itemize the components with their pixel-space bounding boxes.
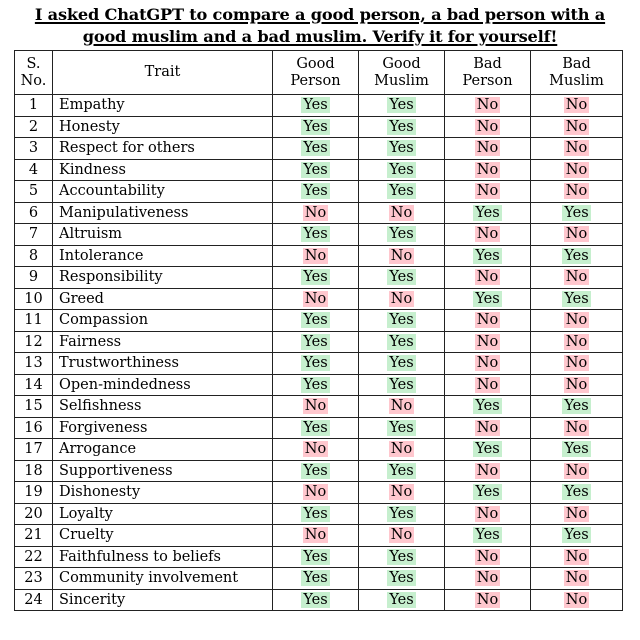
no-badge: No bbox=[565, 269, 588, 286]
header-bad-muslim: Bad Muslim bbox=[531, 51, 623, 95]
title-line-2: good muslim and a bad muslim. Verify it for yourself! bbox=[82, 27, 558, 46]
table-row bbox=[15, 202, 623, 224]
good-muslim-cell bbox=[359, 245, 445, 267]
no-badge: No bbox=[304, 290, 327, 307]
row-number: 12 bbox=[15, 331, 53, 353]
good-muslim-cell bbox=[359, 159, 445, 181]
yes-badge: Yes bbox=[389, 226, 414, 243]
bad-muslim-cell bbox=[531, 589, 623, 611]
title-line-1: I asked ChatGPT to compare a good person, a bad person with a bbox=[34, 5, 606, 24]
yes-badge: Yes bbox=[475, 398, 500, 415]
trait-name: Greed bbox=[53, 288, 273, 310]
good-person-cell bbox=[273, 568, 359, 590]
good-person-cell bbox=[273, 288, 359, 310]
trait-name: Responsibility bbox=[53, 267, 273, 289]
trait-name: Empathy bbox=[53, 95, 273, 117]
no-badge: No bbox=[390, 441, 413, 458]
no-badge: No bbox=[565, 183, 588, 200]
no-badge: No bbox=[476, 226, 499, 243]
yes-badge: Yes bbox=[475, 441, 500, 458]
bad-person-cell bbox=[445, 503, 531, 525]
bad-person-cell bbox=[445, 288, 531, 310]
yes-badge: Yes bbox=[389, 333, 414, 350]
yes-badge: Yes bbox=[389, 312, 414, 329]
good-muslim-cell bbox=[359, 95, 445, 117]
bad-person-cell bbox=[445, 568, 531, 590]
bad-muslim-cell bbox=[531, 181, 623, 203]
row-number: 1 bbox=[15, 95, 53, 117]
trait-name: Arrogance bbox=[53, 439, 273, 461]
yes-badge: Yes bbox=[303, 183, 328, 200]
trait-name: Accountability bbox=[53, 181, 273, 203]
bad-person-cell bbox=[445, 525, 531, 547]
bad-muslim-cell bbox=[531, 245, 623, 267]
bad-muslim-cell bbox=[531, 374, 623, 396]
yes-badge: Yes bbox=[303, 97, 328, 114]
bad-person-cell bbox=[445, 460, 531, 482]
table-row bbox=[15, 159, 623, 181]
good-muslim-cell bbox=[359, 439, 445, 461]
no-badge: No bbox=[390, 398, 413, 415]
bad-person-cell bbox=[445, 396, 531, 418]
header-row bbox=[15, 51, 623, 95]
yes-badge: Yes bbox=[389, 505, 414, 522]
table-row bbox=[15, 138, 623, 160]
yes-badge: Yes bbox=[303, 226, 328, 243]
no-badge: No bbox=[476, 505, 499, 522]
trait-name: Honesty bbox=[53, 116, 273, 138]
good-muslim-cell bbox=[359, 482, 445, 504]
table-row bbox=[15, 331, 623, 353]
yes-badge: Yes bbox=[389, 140, 414, 157]
row-number: 3 bbox=[15, 138, 53, 160]
no-badge: No bbox=[565, 591, 588, 608]
yes-badge: Yes bbox=[475, 204, 500, 221]
good-muslim-cell bbox=[359, 525, 445, 547]
table-row bbox=[15, 245, 623, 267]
table-row bbox=[15, 439, 623, 461]
page-title bbox=[7, 4, 633, 48]
table-row bbox=[15, 95, 623, 117]
good-muslim-cell bbox=[359, 503, 445, 525]
yes-badge: Yes bbox=[303, 462, 328, 479]
yes-badge: Yes bbox=[389, 97, 414, 114]
row-number: 18 bbox=[15, 460, 53, 482]
row-number: 11 bbox=[15, 310, 53, 332]
table-row bbox=[15, 546, 623, 568]
table-body bbox=[15, 95, 623, 611]
bad-person-cell bbox=[445, 159, 531, 181]
no-badge: No bbox=[565, 419, 588, 436]
row-number: 19 bbox=[15, 482, 53, 504]
good-person-cell bbox=[273, 224, 359, 246]
bad-person-cell bbox=[445, 353, 531, 375]
bad-muslim-cell bbox=[531, 568, 623, 590]
table-row bbox=[15, 310, 623, 332]
trait-name: Dishonesty bbox=[53, 482, 273, 504]
trait-name: Selfishness bbox=[53, 396, 273, 418]
trait-name: Intolerance bbox=[53, 245, 273, 267]
header-good-person: Good Person bbox=[273, 51, 359, 95]
no-badge: No bbox=[304, 398, 327, 415]
no-badge: No bbox=[390, 247, 413, 264]
bad-muslim-cell bbox=[531, 396, 623, 418]
good-muslim-cell bbox=[359, 116, 445, 138]
good-person-cell bbox=[273, 116, 359, 138]
bad-muslim-cell bbox=[531, 288, 623, 310]
no-badge: No bbox=[304, 441, 327, 458]
yes-badge: Yes bbox=[389, 462, 414, 479]
table-row bbox=[15, 224, 623, 246]
bad-muslim-cell bbox=[531, 482, 623, 504]
bad-muslim-cell bbox=[531, 503, 623, 525]
trait-name: Faithfulness to beliefs bbox=[53, 546, 273, 568]
table-row bbox=[15, 374, 623, 396]
table-row bbox=[15, 460, 623, 482]
no-badge: No bbox=[476, 419, 499, 436]
row-number: 21 bbox=[15, 525, 53, 547]
no-badge: No bbox=[565, 505, 588, 522]
row-number: 13 bbox=[15, 353, 53, 375]
row-number: 16 bbox=[15, 417, 53, 439]
yes-badge: Yes bbox=[389, 570, 414, 587]
good-person-cell bbox=[273, 331, 359, 353]
bad-muslim-cell bbox=[531, 417, 623, 439]
row-number: 8 bbox=[15, 245, 53, 267]
row-number: 10 bbox=[15, 288, 53, 310]
no-badge: No bbox=[390, 204, 413, 221]
row-number: 2 bbox=[15, 116, 53, 138]
good-muslim-cell bbox=[359, 202, 445, 224]
yes-badge: Yes bbox=[475, 290, 500, 307]
no-badge: No bbox=[476, 591, 499, 608]
row-number: 24 bbox=[15, 589, 53, 611]
no-badge: No bbox=[390, 290, 413, 307]
trait-name: Loyalty bbox=[53, 503, 273, 525]
bad-muslim-cell bbox=[531, 116, 623, 138]
no-badge: No bbox=[304, 527, 327, 544]
yes-badge: Yes bbox=[564, 441, 589, 458]
row-number: 20 bbox=[15, 503, 53, 525]
no-badge: No bbox=[565, 226, 588, 243]
trait-name: Respect for others bbox=[53, 138, 273, 160]
trait-name: Sincerity bbox=[53, 589, 273, 611]
no-badge: No bbox=[565, 376, 588, 393]
bad-person-cell bbox=[445, 267, 531, 289]
bad-muslim-cell bbox=[531, 353, 623, 375]
good-person-cell bbox=[273, 267, 359, 289]
yes-badge: Yes bbox=[303, 140, 328, 157]
good-person-cell bbox=[273, 95, 359, 117]
bad-person-cell bbox=[445, 181, 531, 203]
trait-name: Altruism bbox=[53, 224, 273, 246]
good-person-cell bbox=[273, 138, 359, 160]
row-number: 15 bbox=[15, 396, 53, 418]
bad-person-cell bbox=[445, 482, 531, 504]
no-badge: No bbox=[476, 333, 499, 350]
comparison-table bbox=[14, 50, 623, 611]
yes-badge: Yes bbox=[475, 527, 500, 544]
yes-badge: Yes bbox=[389, 161, 414, 178]
table-row bbox=[15, 396, 623, 418]
yes-badge: Yes bbox=[303, 548, 328, 565]
bad-muslim-cell bbox=[531, 267, 623, 289]
good-muslim-cell bbox=[359, 460, 445, 482]
yes-badge: Yes bbox=[564, 290, 589, 307]
good-person-cell bbox=[273, 374, 359, 396]
bad-muslim-cell bbox=[531, 310, 623, 332]
bad-muslim-cell bbox=[531, 138, 623, 160]
bad-person-cell bbox=[445, 245, 531, 267]
no-badge: No bbox=[565, 140, 588, 157]
no-badge: No bbox=[565, 97, 588, 114]
header-bad-person: Bad Person bbox=[445, 51, 531, 95]
no-badge: No bbox=[565, 462, 588, 479]
row-number: 7 bbox=[15, 224, 53, 246]
good-person-cell bbox=[273, 482, 359, 504]
no-badge: No bbox=[565, 548, 588, 565]
yes-badge: Yes bbox=[303, 591, 328, 608]
bad-person-cell bbox=[445, 116, 531, 138]
yes-badge: Yes bbox=[303, 269, 328, 286]
no-badge: No bbox=[304, 484, 327, 501]
yes-badge: Yes bbox=[389, 376, 414, 393]
trait-name: Manipulativeness bbox=[53, 202, 273, 224]
bad-muslim-cell bbox=[531, 331, 623, 353]
bad-person-cell bbox=[445, 546, 531, 568]
table-row bbox=[15, 116, 623, 138]
yes-badge: Yes bbox=[303, 333, 328, 350]
header-good-muslim: Good Muslim bbox=[359, 51, 445, 95]
no-badge: No bbox=[476, 548, 499, 565]
trait-name: Supportiveness bbox=[53, 460, 273, 482]
table-row bbox=[15, 503, 623, 525]
bad-person-cell bbox=[445, 331, 531, 353]
no-badge: No bbox=[565, 333, 588, 350]
good-muslim-cell bbox=[359, 224, 445, 246]
no-badge: No bbox=[476, 118, 499, 135]
no-badge: No bbox=[476, 269, 499, 286]
no-badge: No bbox=[565, 161, 588, 178]
no-badge: No bbox=[476, 97, 499, 114]
good-muslim-cell bbox=[359, 181, 445, 203]
yes-badge: Yes bbox=[303, 570, 328, 587]
bad-person-cell bbox=[445, 202, 531, 224]
row-number: 4 bbox=[15, 159, 53, 181]
good-person-cell bbox=[273, 159, 359, 181]
table-row bbox=[15, 525, 623, 547]
row-number: 17 bbox=[15, 439, 53, 461]
no-badge: No bbox=[565, 118, 588, 135]
good-muslim-cell bbox=[359, 267, 445, 289]
header-sno: S. No. bbox=[15, 51, 53, 95]
trait-name: Community involvement bbox=[53, 568, 273, 590]
good-person-cell bbox=[273, 460, 359, 482]
yes-badge: Yes bbox=[389, 118, 414, 135]
good-person-cell bbox=[273, 546, 359, 568]
good-muslim-cell bbox=[359, 546, 445, 568]
bad-muslim-cell bbox=[531, 525, 623, 547]
good-person-cell bbox=[273, 181, 359, 203]
table-row bbox=[15, 288, 623, 310]
yes-badge: Yes bbox=[303, 419, 328, 436]
good-person-cell bbox=[273, 353, 359, 375]
trait-name: Fairness bbox=[53, 331, 273, 353]
bad-muslim-cell bbox=[531, 224, 623, 246]
yes-badge: Yes bbox=[303, 161, 328, 178]
no-badge: No bbox=[565, 570, 588, 587]
good-person-cell bbox=[273, 525, 359, 547]
yes-badge: Yes bbox=[389, 269, 414, 286]
good-person-cell bbox=[273, 503, 359, 525]
row-number: 22 bbox=[15, 546, 53, 568]
trait-name: Forgiveness bbox=[53, 417, 273, 439]
good-muslim-cell bbox=[359, 331, 445, 353]
table-row bbox=[15, 482, 623, 504]
good-muslim-cell bbox=[359, 374, 445, 396]
no-badge: No bbox=[565, 355, 588, 372]
no-badge: No bbox=[476, 312, 499, 329]
yes-badge: Yes bbox=[303, 376, 328, 393]
bad-person-cell bbox=[445, 439, 531, 461]
bad-person-cell bbox=[445, 417, 531, 439]
yes-badge: Yes bbox=[303, 505, 328, 522]
no-badge: No bbox=[476, 140, 499, 157]
bad-person-cell bbox=[445, 589, 531, 611]
trait-name: Compassion bbox=[53, 310, 273, 332]
good-person-cell bbox=[273, 202, 359, 224]
yes-badge: Yes bbox=[389, 355, 414, 372]
yes-badge: Yes bbox=[564, 484, 589, 501]
good-person-cell bbox=[273, 417, 359, 439]
trait-name: Cruelty bbox=[53, 525, 273, 547]
table-row bbox=[15, 181, 623, 203]
good-muslim-cell bbox=[359, 568, 445, 590]
yes-badge: Yes bbox=[389, 183, 414, 200]
yes-badge: Yes bbox=[564, 204, 589, 221]
no-badge: No bbox=[565, 312, 588, 329]
good-person-cell bbox=[273, 589, 359, 611]
bad-person-cell bbox=[445, 95, 531, 117]
table-row bbox=[15, 589, 623, 611]
good-person-cell bbox=[273, 310, 359, 332]
good-muslim-cell bbox=[359, 138, 445, 160]
table-row bbox=[15, 568, 623, 590]
bad-muslim-cell bbox=[531, 439, 623, 461]
good-muslim-cell bbox=[359, 417, 445, 439]
yes-badge: Yes bbox=[475, 484, 500, 501]
no-badge: No bbox=[390, 527, 413, 544]
no-badge: No bbox=[476, 161, 499, 178]
header-trait: Trait bbox=[53, 51, 273, 95]
yes-badge: Yes bbox=[564, 527, 589, 544]
row-number: 23 bbox=[15, 568, 53, 590]
no-badge: No bbox=[476, 355, 499, 372]
page bbox=[7, 4, 633, 48]
table-row bbox=[15, 267, 623, 289]
yes-badge: Yes bbox=[303, 355, 328, 372]
bad-person-cell bbox=[445, 374, 531, 396]
yes-badge: Yes bbox=[389, 591, 414, 608]
yes-badge: Yes bbox=[303, 118, 328, 135]
row-number: 9 bbox=[15, 267, 53, 289]
trait-name: Trustworthiness bbox=[53, 353, 273, 375]
trait-name: Kindness bbox=[53, 159, 273, 181]
good-muslim-cell bbox=[359, 589, 445, 611]
no-badge: No bbox=[476, 462, 499, 479]
good-person-cell bbox=[273, 396, 359, 418]
good-person-cell bbox=[273, 439, 359, 461]
bad-muslim-cell bbox=[531, 546, 623, 568]
yes-badge: Yes bbox=[475, 247, 500, 264]
good-muslim-cell bbox=[359, 310, 445, 332]
yes-badge: Yes bbox=[303, 312, 328, 329]
yes-badge: Yes bbox=[389, 419, 414, 436]
yes-badge: Yes bbox=[564, 398, 589, 415]
bad-person-cell bbox=[445, 224, 531, 246]
no-badge: No bbox=[476, 376, 499, 393]
good-person-cell bbox=[273, 245, 359, 267]
no-badge: No bbox=[304, 247, 327, 264]
bad-person-cell bbox=[445, 138, 531, 160]
bad-person-cell bbox=[445, 310, 531, 332]
no-badge: No bbox=[304, 204, 327, 221]
bad-muslim-cell bbox=[531, 202, 623, 224]
no-badge: No bbox=[476, 183, 499, 200]
good-muslim-cell bbox=[359, 353, 445, 375]
trait-name: Open-mindedness bbox=[53, 374, 273, 396]
good-muslim-cell bbox=[359, 396, 445, 418]
yes-badge: Yes bbox=[389, 548, 414, 565]
no-badge: No bbox=[390, 484, 413, 501]
no-badge: No bbox=[476, 570, 499, 587]
row-number: 6 bbox=[15, 202, 53, 224]
bad-muslim-cell bbox=[531, 95, 623, 117]
bad-muslim-cell bbox=[531, 159, 623, 181]
row-number: 5 bbox=[15, 181, 53, 203]
yes-badge: Yes bbox=[564, 247, 589, 264]
table-row bbox=[15, 417, 623, 439]
table-row bbox=[15, 353, 623, 375]
row-number: 14 bbox=[15, 374, 53, 396]
bad-muslim-cell bbox=[531, 460, 623, 482]
good-muslim-cell bbox=[359, 288, 445, 310]
